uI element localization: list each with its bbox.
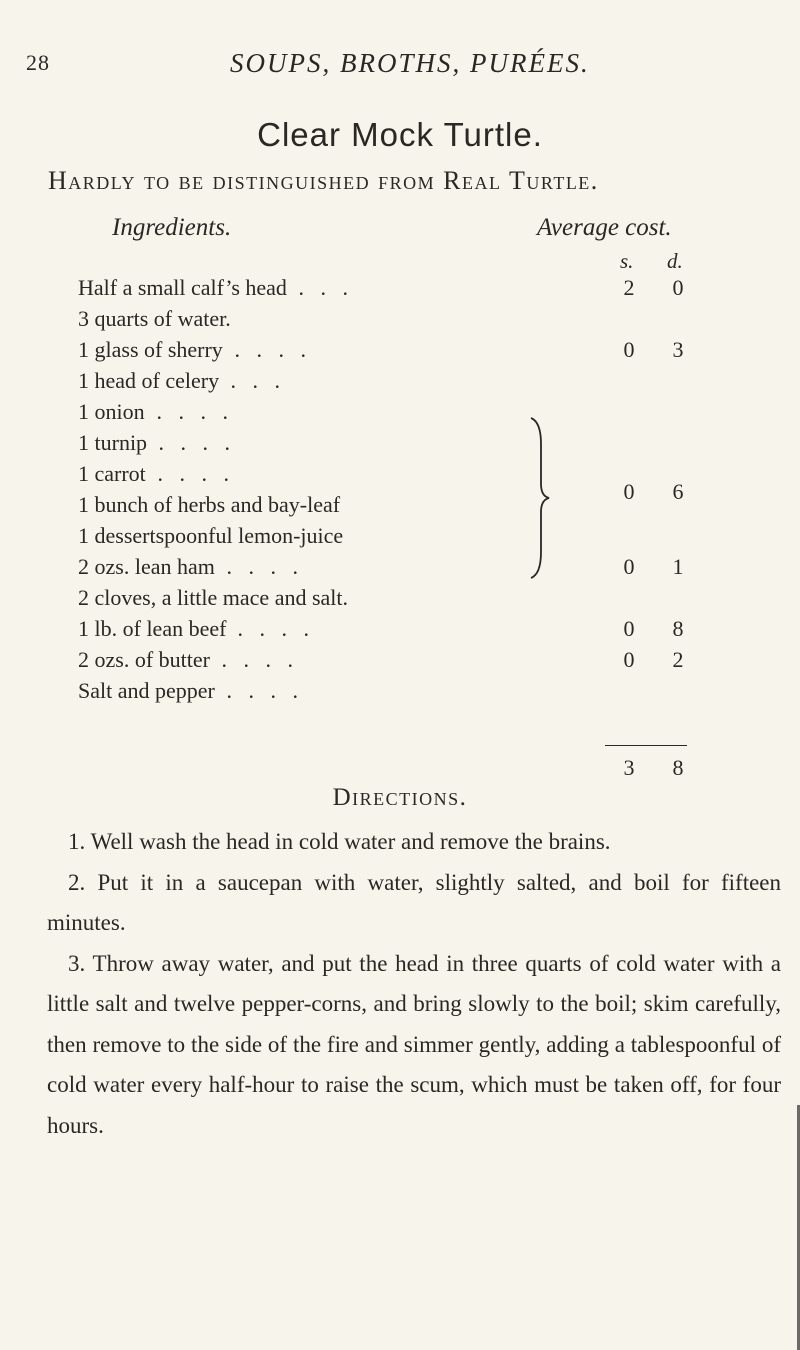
leader-dots: . . . . (151, 399, 228, 424)
leader-dots: . . . . (229, 337, 306, 362)
leader-dots: . . . . (152, 461, 229, 486)
ingredient-name: 1 bunch of herbs and bay-leaf (78, 492, 341, 517)
ingredient-name: Salt and pepper (78, 678, 215, 703)
ingredient-name: 1 turnip (78, 430, 148, 455)
ingredient-name: 1 head of celery (78, 368, 220, 393)
pence-unit: d. (667, 249, 683, 273)
running-head: SOUPS, BROTHS, PURÉES. (230, 48, 590, 78)
total-pence: 8 (672, 755, 684, 780)
shillings-unit: s. (620, 249, 634, 273)
ingredient-cost-pence: 8 (672, 616, 684, 641)
ingredient-cost-shillings: 2 (623, 275, 635, 300)
directions-list (47, 822, 781, 1146)
ingredient-name: 1 onion (78, 399, 145, 424)
direction-step: 2. Put it in a saucepan with water, slightly salted, and boil for fifteen minutes. (47, 869, 781, 935)
recipe-title: Clear Mock Turtle. (257, 116, 543, 153)
leader-dots: . . . (293, 275, 348, 300)
leader-dots: . . . . (221, 678, 298, 703)
directions-heading: Directions. (332, 784, 468, 811)
ingredient-cost-pence: 3 (672, 337, 684, 362)
total-rule (605, 745, 687, 746)
leader-dots: . . . . (216, 647, 293, 672)
ingredient-name: 3 quarts of water. (78, 306, 231, 331)
ingredient-name: 2 ozs. of butter (78, 647, 210, 672)
ingredient-name: 1 carrot (78, 461, 146, 486)
page-number: 28 (26, 50, 50, 75)
ingredient-cost-shillings: 0 (623, 554, 635, 579)
cost-heading: Average cost. (537, 214, 672, 241)
leader-dots: . . . (225, 368, 280, 393)
leader-dots: . . . . (232, 616, 309, 641)
direction-step: 1. Well wash the head in cold water and remove the brains. (68, 829, 611, 854)
ingredient-name: 1 lb. of lean beef (78, 616, 227, 641)
ingredients-heading: Ingredients. (112, 214, 232, 241)
ingredient-cost-shillings: 0 (623, 616, 635, 641)
ingredient-name: Half a small calf’s head (78, 275, 287, 300)
total-shillings: 3 (623, 755, 635, 780)
ingredient-name: 2 ozs. lean ham (78, 554, 215, 579)
grouped-cost-shillings: 0 (623, 479, 635, 504)
ingredient-name: 1 glass of sherry (78, 337, 223, 362)
direction-step: 3. Throw away water, and put the head in three quarts of cold water with a little salt and twelve pepper-corns, and bring slowly to the boil; skim carefully, then remove to the side of the fire and simmer gently, adding a tablespoonful of cold water every half-hour to raise the scum, which must be taken off, for four hours. (47, 950, 781, 1138)
ingredient-cost-shillings: 0 (623, 647, 635, 672)
leader-dots: . . . . (153, 430, 230, 455)
ingredient-name: 1 dessertspoonful lemon-juice (78, 523, 344, 548)
ingredient-cost-pence: 1 (672, 554, 684, 579)
recipe-subtitle: Hardly to be distinguished from Real Turtle. (48, 166, 599, 195)
ingredient-cost-pence: 2 (672, 647, 684, 672)
ingredient-cost-pence: 0 (672, 275, 684, 300)
grouped-cost-pence: 6 (672, 479, 684, 504)
leader-dots: . . . . (221, 554, 298, 579)
ingredient-cost-shillings: 0 (623, 337, 635, 362)
grouping-brace (527, 414, 551, 582)
ingredient-name: 2 cloves, a little mace and salt. (78, 585, 349, 610)
